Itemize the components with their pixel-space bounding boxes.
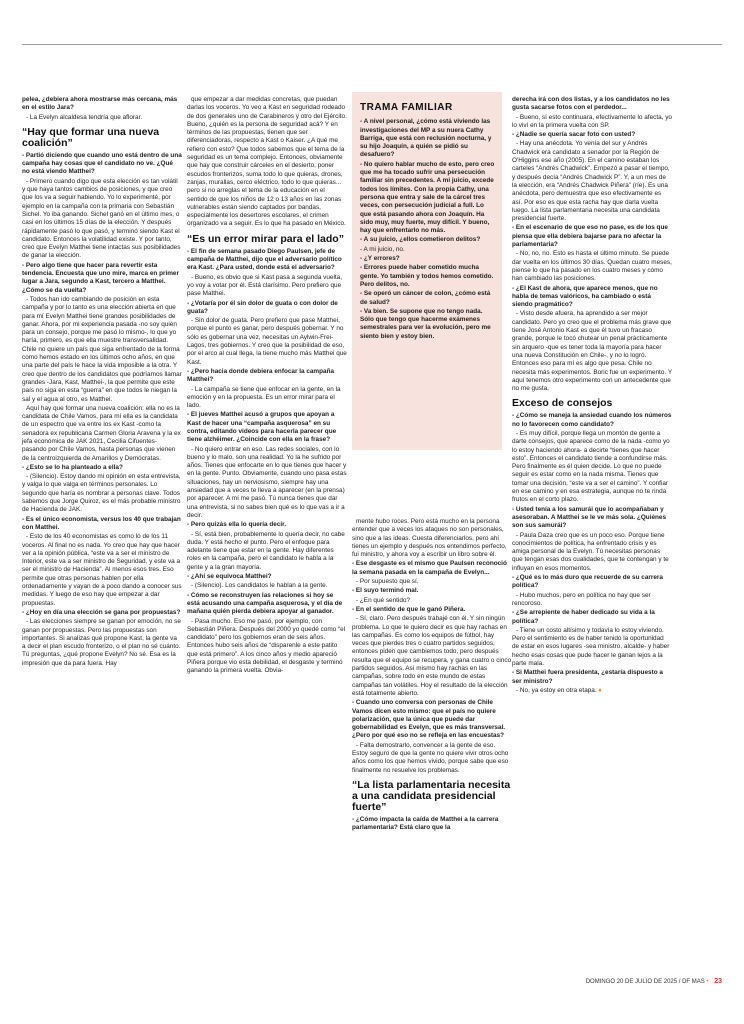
interview-answer: - Por supuesto que sí. <box>356 578 419 586</box>
interview-answer: - ¿En qué sentido? <box>356 596 410 604</box>
interview-answer: mente hubo roces. Pero está mucho en la persona entender que a veces los ataques no son personales, sino que a las ideas. Cuesta diferenciarlos, pero ahí tienes un ejemplo y después nos entendimos perfecto, fui ministro, y ahora voy a escribir un libro sobre él. <box>352 518 507 559</box>
interview-question: - Partió diciendo que cuando uno está dentro de una campaña hay cosas que el candidato no ve. ¿Qué no está viendo Matthei? <box>22 151 182 176</box>
interview-question: - El fin de semana pasado Diego Paulsen, jefe de campaña de Matthei, dijo que el adversario político era Kast. ¿Para usted, donde está el adversario? <box>187 247 342 272</box>
interview-question: - A nivel personal, ¿cómo está viviendo las investigaciones del MP a su nuera Cathy Barriga, que está con reclusión nocturna, y su hijo Joaquín, a quién se pidió su desafuero? <box>360 118 492 159</box>
interview-question: - A su juicio, ¿ellos cometieron delitos? <box>360 236 481 244</box>
interview-answer: - No, no, no. Esto es hasta el último minuto. Se puede dar vuelta en los últimos 30 días. Quedan cuatro meses, piense lo que ha pasado en los cuatro meses y cómo han cambiado las posiciones. <box>512 250 672 283</box>
interview-question: - Pero quizás ella lo quería decir. <box>187 521 287 529</box>
footer-text: DOMINGO 20 DE JULIO DE 2025 / DF MAS <box>585 979 705 985</box>
interview-question: - ¿Se arrepiente de haber dedicado su vida a la política? <box>512 609 655 625</box>
interview-answer: - Es muy difícil, porque llega un montón de gente a darte consejos, que aparece como de la nada -como yo lo estoy haciendo ahora- a decirte “tienes que hacer esto”. Entonces el candidato tiende a confundirse más. Pero finalmente es él quien decide. Lo que no puede seguir es estar como en la nada misma. Tienes que tomar una decisión, “este va a ser el camino”. Y confiar en ese camino y en esa estrategia, aunque no te rinda frutos en el corto plazo. <box>512 429 670 504</box>
interview-question: - ¿Qué es lo más duro que recuerde de su carrera política? <box>512 574 663 590</box>
interview-answer: - Las elecciones siempre se ganan por emoción, no se ganan por propuestas. Pero las propuestas son importantes. Si analizas qué propone Kast, la gente va a decir el plan escudo fronterizo, o el plan no sé cuánto. Tú preguntas, ¿qué propone Evelyn? No sé. Esa es la impresión que da para fuera. Hay <box>22 618 181 667</box>
section-heading: “La lista parlamentaria necesita a una candidata presidencial fuerte” <box>352 778 511 813</box>
interview-question: - ¿Nadie se quería sacar foto con usted? <box>512 131 636 139</box>
interview-question: - ¿Y errores? <box>360 255 400 263</box>
interview-question: - Cómo se reconstruyen las relaciones si hoy se está acusando una campaña asquerosa, y el día de mañana quién pierda debiera apoyar al ganador. <box>187 591 343 616</box>
sidebar-box-body <box>360 118 496 341</box>
interview-answer: - Paula Daza creo que es un poco eso. Porque tiene conocimientos de política, ha enfrentado crisis y es amiga personal de la Evelyn. Tú necesitas personas que tengan esas dos cualidades, que te contengan y te influyan en esos momentos. <box>512 531 669 572</box>
interview-question: - ¿Votaría por él sin dolor de guata o con dolor de guata? <box>187 299 338 315</box>
interview-answer: - Sin dolor de guata. Pero prefiero que pase Matthei, porque el punto es ganar, pero después gobernar. Y no sólo es gobernar una vez, necesitas un Aylwin-Frei-Lagos, tres gobiernos. Y creo que la posibilidad de eso, por el arco al cual llega, la tiene mucho más Matthei que Kast. <box>187 317 347 366</box>
end-of-article-mark: ♦ <box>596 686 602 694</box>
interview-answer: - Bueno, es obvio que si Kast pasa a segunda vuelta, yo voy a votar por él. Está clarísimo. Pero prefiero que pase Matthei. <box>187 273 342 298</box>
interview-question: - El jueves Matthei acusó a grupos que apoyan a Kast de hacer una “campaña asquerosa” en su contra, editando videos para hacerla parecer que tiene alzhéimer. ¿Coincide con ella en la frase? <box>187 411 337 444</box>
interview-answer: - A mi juicio, no. <box>360 245 405 253</box>
interview-answer: - No, ya estoy en otra etapa. ♦ <box>516 686 602 694</box>
footer-separator: • <box>706 979 709 985</box>
interview-answer: - Visto desde afuera, ha aprendido a ser mejor candidato. Pero yo creo que el problema más grave que tiene José Antonio Kast es que él tuvo un fracaso grande, porque le tocó chutear un penal prácticamente sin arquero -que es tener toda la mayoría para hacer una nueva Constitución en Chile-, y no lo logró. Entonces eso para mí es algo que pesa. Chile no necesita más experimentos. Boric fue un experimento. Y aquí tenemos otro experimento con un antecedente que no me gusta. <box>512 310 672 393</box>
interview-question: - Si Matthei fuera presidenta, ¿estaría dispuesto a ser ministro? <box>512 669 663 685</box>
interview-question: - En el sentido de que le ganó Piñera. <box>352 605 466 613</box>
interview-question: - ¿Esto se lo ha planteado a ella? <box>22 463 123 471</box>
interview-question: - ¿Cómo se maneja la ansiedad cuando los números no lo favorecen como candidato? <box>512 412 672 428</box>
interview-answer: - Sí, está bien, probablemente lo quería decir, no cabe duda. Y está hecho el punto. Pero el enfoque para adelante tiene que estar en la gente. Hay diferentes roles en la campaña, pero el candidato le habla a la gente y a la gran mayoría. <box>187 530 345 571</box>
interview-answer: - No quiero entrar en eso. Las redes sociales, con lo bueno y lo malo, son una realidad. Yo la he sufrido por años. Tienes que enfocarte en lo que tienes que hacer y en la gente. Punto. Obviamente, cuando uno pasa estas situaciones, hay un nerviosismo, siempre hay una ansiedad que a veces te lleva a aparecer (en la prensa) por aparecer. A mí me pasó. Tú nunca tienes que dar una entrevista, si no sabes bien qué es lo que vas a ir a decir. <box>187 445 347 519</box>
interview-answer: - La campaña se tiene que enfocar en la gente, en la emoción y en la propuesta. Es un error mirar para el lado. <box>187 385 341 410</box>
sidebar-box-trama-familiar <box>352 92 502 450</box>
interview-answer: - (Silencio). Los candidatos le hablan a la gente. <box>191 582 328 590</box>
interview-answer: - (Silencio). Estoy dando mi opinión en esta entrevista, y valga lo que valga en términos personales. Lo segundo que haría es nombrar a personas clave. Todos sabemos que Jorge Quiroz, es el más probable ministro de Hacienda de JAK. <box>22 473 181 514</box>
interview-answer: Aquí hay que formar una nueva coalición: ella no es la candidata de Chile Vamos, para mí ella es la candidata de un espectro que va entre los ex Kast -como la senadora ex republicana Carmen Gloria Aravena y la ex jefa económica de JAK 2021, Cecilia Cifuentes- pasando por Chile Vamos, hasta personas que vienen de la centroizquierda de Amarillos y Demócratas. <box>22 404 181 462</box>
interview-answer: que empezar a dar medidas concretas, que puedan darlas los voceros. Yo veo a Kast en seguridad rodeado de dos generales uno de Carabineros y otro del Ejército. Bueno, ¿quién es la persona de seguridad acá? Y en términos de las propuestas, tienen que ser diferenciadoras, respecto a Kast o Kaiser. ¿A qué me refiero con esto? Que todos sabemos que el tema de la seguridad es un tema complejo. Entonces, obviamente que hay que construir cárceles en el desierto, poner escudos fronterizos, suma todo lo que quieras, drones, zanjas, murallas, cerco eléctrico, todo lo que quieras... pero si no arreglas el tema de la educación en el sentido de que los niños de 12 o 13 años en las zonas vulnerables están siendo captados por bandas, especialmente los desertores escolares, el crimen organizado va a seguir. Es lo que ha pasado en México. <box>187 96 347 228</box>
interview-answer: - Esto de los 40 economistas es como lo de los 11 voceros. Al final no es nada. Yo creo que hay que hacer ver a la opinión pública, “este va a ser el ministro de Interior, este va a ser ministro de Seguridad, y este va a ser el ministro de Hacienda”. Al menos esos tres. Eso permite que otras personas hablen por ella ordenadamente y vayan de a poco dando a conocer sus medidas. Y luego de eso hay que empezar a dar propuestas. <box>22 533 182 607</box>
section-heading: “Es un error mirar para el lado” <box>187 232 344 245</box>
interview-question: - Cuando uno conversa con personas de Chile Vamos dicen esto mismo: que el país no quiere polarización, que la única que puede dar gobernabilidad es Evelyn, que es más transversal. ¿Pero por qué eso no se refleja en las encuestas? <box>352 699 506 740</box>
interview-question: - En el escenario de que eso no pase, es de los que piensa que ella debiera bajarse para no afectar la parlamentaria? <box>512 224 668 249</box>
interview-question: - Pero algo tiene que hacer para revertir esta tendencia. Encuesta que uno mire, marca en primer lugar a Jara, segundo a Kast, tercero a Matthei. ¿Cómo se da vuelta? <box>22 261 179 294</box>
interview-question: - Es el único economista, versus los 40 que trabajan con Matthei. <box>22 515 181 531</box>
interview-question: - ¿Ahí se equivoca Matthei? <box>187 573 272 581</box>
section-heading: “Hay que formar una nueva coalición” <box>22 125 160 149</box>
interview-question: - Errores puede haber cometido mucha gente. Yo también y todos hemos cometido. Pero delitos, no. <box>360 264 494 288</box>
interview-answer: - Tiene un costo altísimo y todavía lo estoy viviendo. Pero el sentimiento es de haber tenido la oportunidad de estar en esos lugares -sea ministro, alcalde- y haber hecho esas cosas que pude hacer le ganan lejos a la parte mala. <box>512 626 670 667</box>
interview-answer: - Todos han ido cambiando de posición en esta campaña y por lo tanto es una elección abierta en que para mí Evelyn Matthei tiene grandes posibilidades de ganar. Ahora, por mi experiencia pasada -no soy quién para un consejo, porque me pasó lo mismo-, lo que yo haría, primero, es que ella muestre transversalidad. Chile no quiere un país que siga enfrentado de la forma como hemos estado en los últimos ocho años, en que una parte del país le hace la vida imposible a la otra. Y creo que dentro de los candidatos que podríamos llamar grandes -Jara, Kast, Matthei-, la que permite que este país no siga en esta “guerra” en que todos le niegan la sal y el agua al otro, es Matthei. <box>22 295 182 403</box>
interview-question: - Usted tenía a los samurái que lo acompañaban y asesoraban. A Matthei se le ve más sola. ¿Quiénes son sus samurái? <box>512 505 667 530</box>
column-3 <box>352 518 512 834</box>
interview-question: - Ese desgaste es el mismo que Paulsen reconoció la semana pasada en la campaña de Evelyn... <box>352 560 507 576</box>
interview-question: pelea, ¿debiera ahora mostrarse más cercana, más en el estilo Jara? <box>22 96 178 112</box>
interview-question: - Va bien. Se supone que no tengo nada. Sólo que tengo que hacerme exámenes semestrales para ver la evolución, pero me siento bien y estoy bien. <box>360 307 491 340</box>
interview-question: derecha irá con dos listas, y a los candidatos no les gusta sacarse fotos con el perdedor... <box>512 96 670 112</box>
interview-answer: - Hay una anécdota. Yo venía del sur y Andrés Chadwick era candidato a senador por la Región de O'Higgins ese año (2005). En el camino estaban los carteles “Andrés Chadwick”. Empezó a pasar el tiempo, y después decía “Andrés Chadwick P”. Y, a un mes de la elección, era “Andrés Chadwick Piñera” (ríe). Es una anécdota, pero demuestra que eso efectivamente es así. Por eso es que esta racha hay que darla vuelta luego. La lista parlamentaria necesita una candidata presidencial fuerte. <box>512 140 670 223</box>
column-4 <box>512 96 672 696</box>
sidebar-box-title: TRAMA FAMILIAR <box>360 102 453 113</box>
interview-question: - ¿El Kast de ahora, que aparece menos, que no habla de temas valóricos, ha cambiado o está siendo pragmático? <box>512 284 658 309</box>
interview-question: - El suyo terminó mal. <box>352 587 419 595</box>
section-heading: Exceso de consejos <box>512 397 613 410</box>
interview-question: - ¿Pero hacia donde debiera enfocar la campaña Matthei? <box>187 367 335 384</box>
interview-question: - Se operó un cáncer de colon, ¿cómo está de salud? <box>360 290 491 306</box>
top-rule <box>22 44 722 45</box>
interview-question: - No quiero hablar mucho de esto, pero creo que me ha tocado sufrir una persecución familiar sin precedentes. A mi juicio, excede todos los límites. Con la propia Cathy, una persona que entra y sale de la cárcel tres veces, con persecución judicial a full. Lo que está pasando ahora con Joaquín. Ha sido muy, muy fuerte, muy difícil. Y bueno, hay que enfrentarlo no más. <box>360 160 495 235</box>
interview-question: - ¿Cómo impacta la caída de Matthei a la carrera parlamentaria? Está claro que la <box>352 815 499 832</box>
interview-answer: - La Evelyn alcaldesa tendría que aflorar. <box>26 113 143 121</box>
column-1 <box>22 96 182 669</box>
column-2 <box>187 96 347 677</box>
interview-answer: - Bueno, sí esto continuara, efectivamente lo afecta, yo lo viví en la primera vuelta con SP. <box>512 113 672 129</box>
interview-answer: - Sí, claro. Pero después trabajé con él. Y sin ningún problema. Lo que te quiero decir es que hay rachas en las campañas. Es como los equipos de fútbol, hay veces que pierdes tres o cuatro partidos seguidos, entonces piden que cambiemos todo, pero después resulta que el equipo se recupera, y gana cuatro o cinco partidos seguidos. Así mismo hay rachas en las campañas, sobre todo en este mundo de estas campañas tan volátiles. Hoy el resultado de la elección está totalmente abierto. <box>352 615 512 697</box>
page-footer <box>510 978 722 985</box>
interview-question: - ¿Hoy en día una elección se gana por propuestas? <box>22 608 181 616</box>
page-number: 23 <box>714 978 722 985</box>
interview-answer: - Primero cuando digo que esta elección es tan volátil y que haya tantos cambios de posiciones, y que creo que los va a seguir habiendo. Yo lo experimenté, por ejemplo en la campaña con la primaria con Sebastián Sichel. Yo iba ganando. Sichel ganó en el último mes, o casi en los últimos 15 días de la elección. Y después rápidamente pasó lo que pasó, y terminó siendo Kast el candidato. Entonces la volatilidad existe. Y por tanto, creo que Evelyn Matthei tiene intactas sus posibilidades de ganar la elección. <box>22 177 181 260</box>
interview-answer: - Pasa mucho. Eso me pasó, por ejemplo, con Sebastián Piñera. Después del 2000 yo quedé como “el candidato” pero los gobiernos eran de seis años. Entonces hubo seis años de “disparenle a este patito que está primero”. A los cinco años y medio apareció Piñera porque vio esta debilidad, el desgaste y terminó ganando la primera vuelta. Obvia- <box>187 617 346 675</box>
interview-answer: - Falta demostrarlo, convencer a la gente de eso. Estoy seguro de que la gente no quiere vivir otros ocho años como los que hemos vivido, porque sabe que eso finalmente no resuelve los problemas. <box>352 741 509 774</box>
interview-answer: - Hubo muchos, pero en política no hay que ser rencoroso. <box>512 591 651 607</box>
